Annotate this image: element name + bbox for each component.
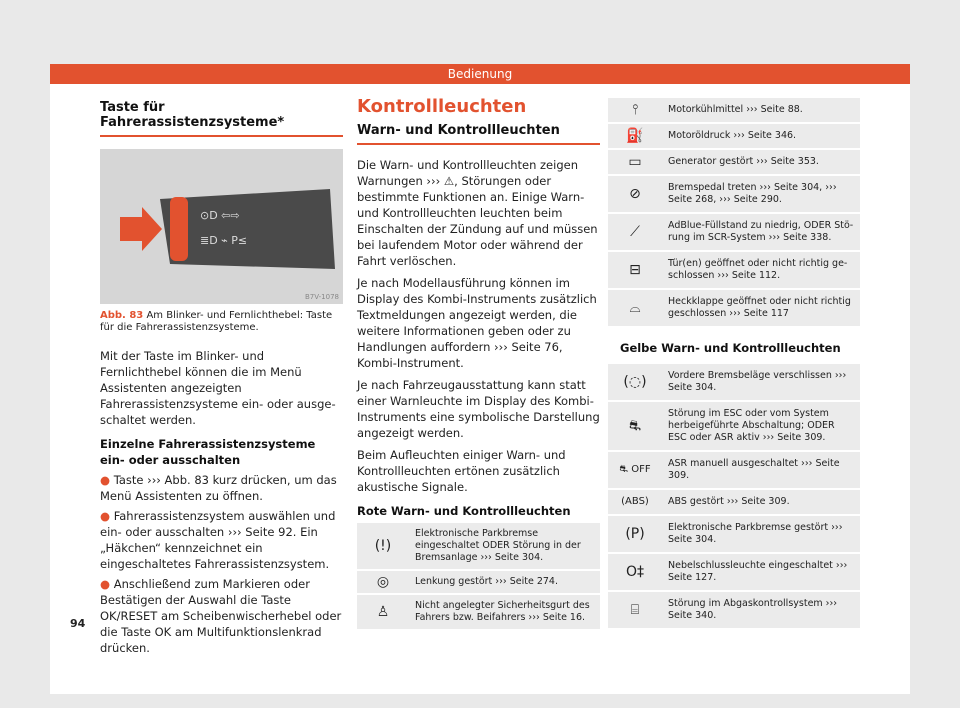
bullet-1: ● Taste ››› Abb. 83 kurz drücken, um das Menü Assistenten zu öffnen. [100,473,337,503]
table-row [608,123,860,149]
brake-pedal-icon: ⊘ [608,175,662,213]
row-text: Nicht angelegter Sicherheitsgurt des Fahrers bzw. Beifahrers ››› Seite 16. [409,594,600,630]
column-right [608,98,860,630]
table-row [608,364,860,401]
esc-icon: ⛐ [608,401,662,451]
table-row [608,251,860,289]
table-row [357,523,600,570]
table-row [608,451,860,489]
brake-warning-icon: (!) [357,523,409,570]
bullet-2: ● Fahrerassistenzsystem auswählen und ein- oder ausschalten ››› Seite 92. Ein „Häkchen“ kennzeichnet ein eingeschaltetes Fahrerassistenzsystem. [100,509,336,571]
paragraph-4: Beim Aufleuchten einiger Warn- und Kontrollleuchten ertönen zusätzlich akustische Signale. [357,448,566,494]
paragraph-1: Die Warn- und Kontrollleuchten zeigen Warnungen ››› ⚠, Störungen oder bestimmte Funktionen an. Einige Warn- und Kontrollleuchten leuchten beim Einschalten der Zündung auf und müssen bei laufendem Motor oder während der Fahrt verlöschen. [357,158,598,268]
row-text: Lenkung gestört ››› Seite 274. [409,570,600,594]
coolant-icon: ⫯ [608,98,662,123]
yellow-lights-table [608,364,860,630]
caption-label: Abb. 83 [100,310,144,321]
battery-icon: ▭ [608,149,662,175]
row-text: Elektronische Parkbremse eingeschaltet ODER Störung in der Bremsanlage ››› Seite 304. [409,523,600,570]
seatbelt-icon: ♙ [357,594,409,630]
red-lights-table [357,523,600,631]
table-row [608,401,860,451]
table-row [357,570,600,594]
table-row [608,515,860,553]
column-middle [357,96,600,631]
row-text: Elektronische Parkbremse gestört ››› Seite 304. [662,515,860,553]
table-row [608,213,860,251]
table-row [608,591,860,629]
row-text: Motoröldruck ››› Seite 346. [662,123,860,149]
row-text: Bremspedal treten ››› Seite 304, ››› Seite 268, ››› Seite 290. [662,175,860,213]
row-text: Heckklappe geöffnet oder nicht richtig geschlossen ››› Seite 117 [662,289,860,327]
table-row [357,594,600,630]
asr-off-icon: ⛐ OFF [608,451,662,489]
steering-icon: ◎ [357,570,409,594]
table-row [608,489,860,515]
row-text: Störung im Abgaskontrollsystem ››› Seite 340. [662,591,860,629]
parking-brake-icon: (P) [608,515,662,553]
bullet-3: ● Anschließend zum Markieren oder Bestätigen der Auswahl die Taste OK/RESET am Scheibenwischerhebel oder die Taste OK am Multifunktionslenkrad drücken. [100,577,342,655]
svg-text:≣D ⌁ P≤: ≣D ⌁ P≤ [200,234,248,247]
adblue-icon: ⟋ [608,213,662,251]
yellow-lights-heading: Gelbe Warn- und Kontrollleuchten [620,341,841,355]
door-open-icon: ⊟ [608,251,662,289]
svg-text:B7V-1078: B7V-1078 [305,293,339,301]
row-text: Motorkühlmittel ››› Seite 88. [662,98,860,123]
lever-illustration [100,149,343,304]
red-lights-table-continued [608,98,860,328]
chapter-title: Kontrollleuchten [357,96,527,117]
table-row [608,553,860,591]
intro-paragraph: Mit der Taste im Blinker- und Fernlichthebel können die im Menü Assistenten angezeigten Fahrerassistenzsysteme ein- oder ausgeschaltet werden. [100,349,336,427]
red-lights-heading: Rote Warn- und Kontrollleuchten [357,504,571,518]
oil-pressure-icon: ⛽ [608,123,662,149]
section-title-warn: Warn- und Kontrollleuchten [357,123,600,145]
row-text: Nebelschlussleuchte eingeschaltet ››› Seite 127. [662,553,860,591]
paragraph-2: Je nach Modellausführung können im Display des Kombi-Instruments zusätzlich Textmeldungen angezeigt werden, die weitere Informationen geben oder zu Handlungen auffordern ››› Seite 76, Kombi-Instrument. [357,276,597,370]
tailgate-icon: ⌓ [608,289,662,327]
table-row [608,175,860,213]
row-text: Generator gestört ››› Seite 353. [662,149,860,175]
table-row [608,289,860,327]
table-row [608,98,860,123]
table-row [608,149,860,175]
row-text: Störung im ESC oder vom System herbeigeführte Abschaltung; ODER ESC oder ASR aktiv ››› Seite 309. [662,401,860,451]
svg-text:⊙D ⇦⇨: ⊙D ⇦⇨ [200,209,240,222]
caption-text: Am Blinker- und Fernlichthebel: Taste für die Fahrerassistenzsysteme. [100,310,333,333]
subheading: Einzelne Fahrerassistenzsysteme ein- oder ausschalten [100,437,316,467]
row-text: Vordere Bremsbeläge verschlissen ››› Seite 304. [662,364,860,401]
column-left [100,96,343,660]
paragraph-3: Je nach Fahrzeugausstattung kann statt einer Warnleuchte im Display des Kombi-Instruments eine symbolische Darstellung angezeigt werden. [357,378,600,440]
brake-pads-icon: (◌) [608,364,662,401]
figure-caption [100,310,343,334]
row-text: ASR manuell ausgeschaltet ››› Seite 309. [662,451,860,489]
row-text: Tür(en) geöffnet oder nicht richtig geschlossen ››› Seite 112. [662,251,860,289]
row-text: ABS gestört ››› Seite 309. [662,489,860,515]
page-header: Bedienung [50,64,910,84]
rear-fog-icon: O‡ [608,553,662,591]
section-title: Taste für Fahrerassistenzsysteme* [100,100,343,137]
page-number: 94 [70,617,86,630]
engine-icon: ⌸ [608,591,662,629]
figure-lever [100,149,343,304]
row-text: AdBlue-Füllstand zu niedrig, ODER Störung im SCR-System ››› Seite 338. [662,213,860,251]
abs-icon: (ABS) [608,489,662,515]
